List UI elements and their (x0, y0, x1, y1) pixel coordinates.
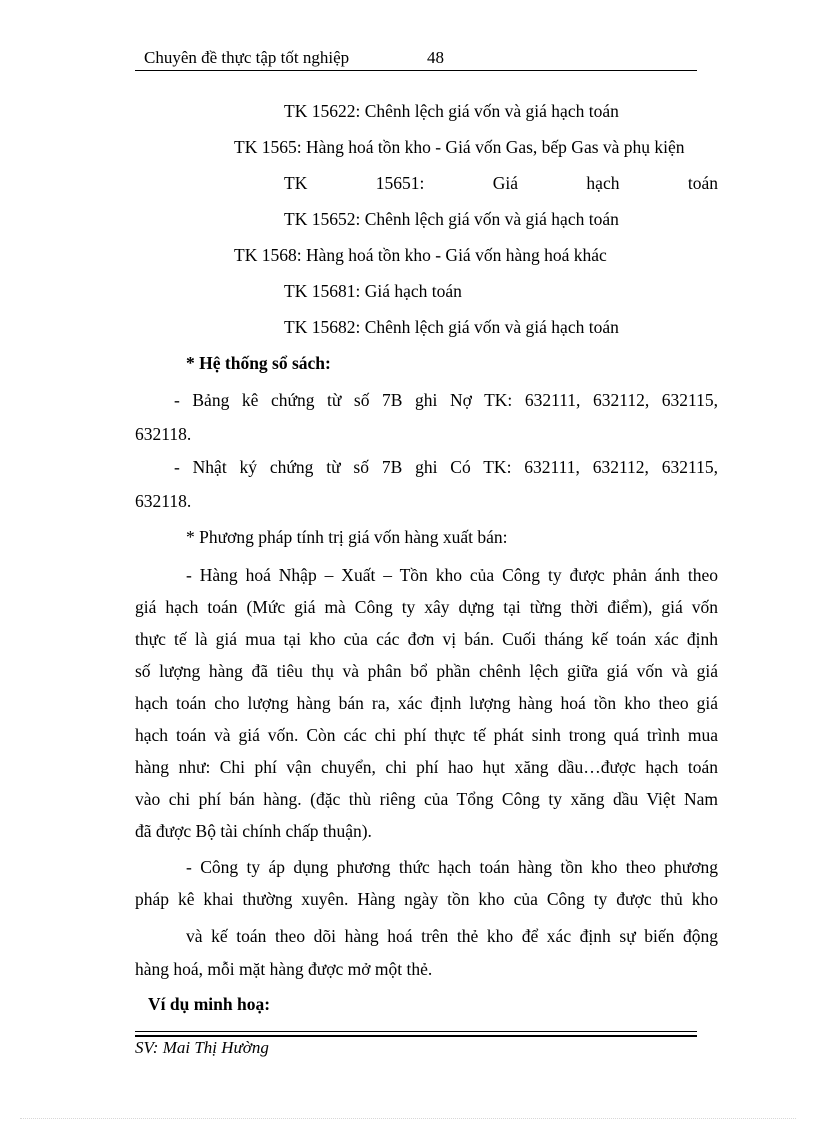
page-bottom-border (20, 1118, 796, 1119)
books-item: - Nhật ký chứng từ số 7B ghi Có TK: 632111, 632112, 632115, (174, 457, 718, 477)
footer-author: SV: Mai Thị Hường (135, 1038, 269, 1057)
paragraph-line: đã được Bộ tài chính chấp thuận). (135, 821, 372, 841)
account-line: TK 15681: Giá hạch toán (284, 281, 462, 301)
paragraph-line: hạch toán và giá vốn. Còn các chi phí thực tế phát sinh trong quá trình mua (135, 725, 718, 745)
account-line: TK 15622: Chênh lệch giá vốn và giá hạch toán (284, 101, 619, 121)
paragraph-line: giá hạch toán (Mức giá mà Công ty xây dựng tại từng thời điểm), giá vốn (135, 597, 718, 617)
account-line: TK 15652: Chênh lệch giá vốn và giá hạch toán (284, 209, 619, 229)
paragraph-line: - Công ty áp dụng phương thức hạch toán hàng tồn kho theo phương (186, 857, 718, 877)
paragraph-line: hạch toán cho lượng hàng bán ra, xác định lượng hàng hoá tồn kho theo giá (135, 693, 718, 713)
books-item: - Bảng kê chứng từ số 7B ghi Nợ TK: 632111, 632112, 632115, (174, 390, 718, 410)
paragraph-line: pháp kê khai thường xuyên. Hàng ngày tồn kho của Công ty được thủ kho (135, 889, 718, 909)
paragraph-line: thực tế là giá mua tại kho của các đơn vị bán. Cuối tháng kế toán xác định (135, 629, 718, 649)
header-title: Chuyên đề thực tập tốt nghiệp (144, 48, 350, 67)
footer-rule (135, 1035, 697, 1037)
account-line: TK 15682: Chênh lệch giá vốn và giá hạch toán (284, 317, 619, 337)
books-heading: * Hệ thống sổ sách: (186, 353, 331, 373)
method-heading: * Phương pháp tính trị giá vốn hàng xuất bán: (186, 527, 508, 547)
paragraph-line: - Hàng hoá Nhập – Xuất – Tồn kho của Công ty được phản ánh theo (186, 565, 718, 585)
paragraph-line: số lượng hàng đã tiêu thụ và phân bổ phần chênh lệch giữa giá vốn và giá (135, 661, 718, 681)
account-line: TK 1565: Hàng hoá tồn kho - Giá vốn Gas, bếp Gas và phụ kiện (234, 137, 685, 157)
account-line: TK 15651: Giá hạch toán (284, 173, 718, 193)
paragraph-line: hàng hoá, mỗi mặt hàng được mở một thẻ. (135, 959, 433, 979)
paragraph-line: hàng như: Chi phí vận chuyển, chi phí hao hụt xăng dầu…được hạch toán (135, 757, 718, 777)
page-number: 48 (427, 48, 444, 67)
footer-rule (135, 1031, 697, 1032)
books-item-continuation: 632118. (135, 424, 192, 444)
account-line: TK 1568: Hàng hoá tồn kho - Giá vốn hàng hoá khác (234, 245, 607, 265)
paragraph-line: vào chi phí bán hàng. (đặc thù riêng của Tổng Công ty xăng dầu Việt Nam (135, 789, 718, 809)
books-item-continuation: 632118. (135, 491, 192, 511)
example-heading: Ví dụ minh hoạ: (148, 994, 271, 1014)
paragraph-line: và kế toán theo dõi hàng hoá trên thẻ kho để xác định sự biến động (186, 926, 718, 946)
header-rule (135, 70, 697, 71)
page-header (135, 48, 697, 70)
